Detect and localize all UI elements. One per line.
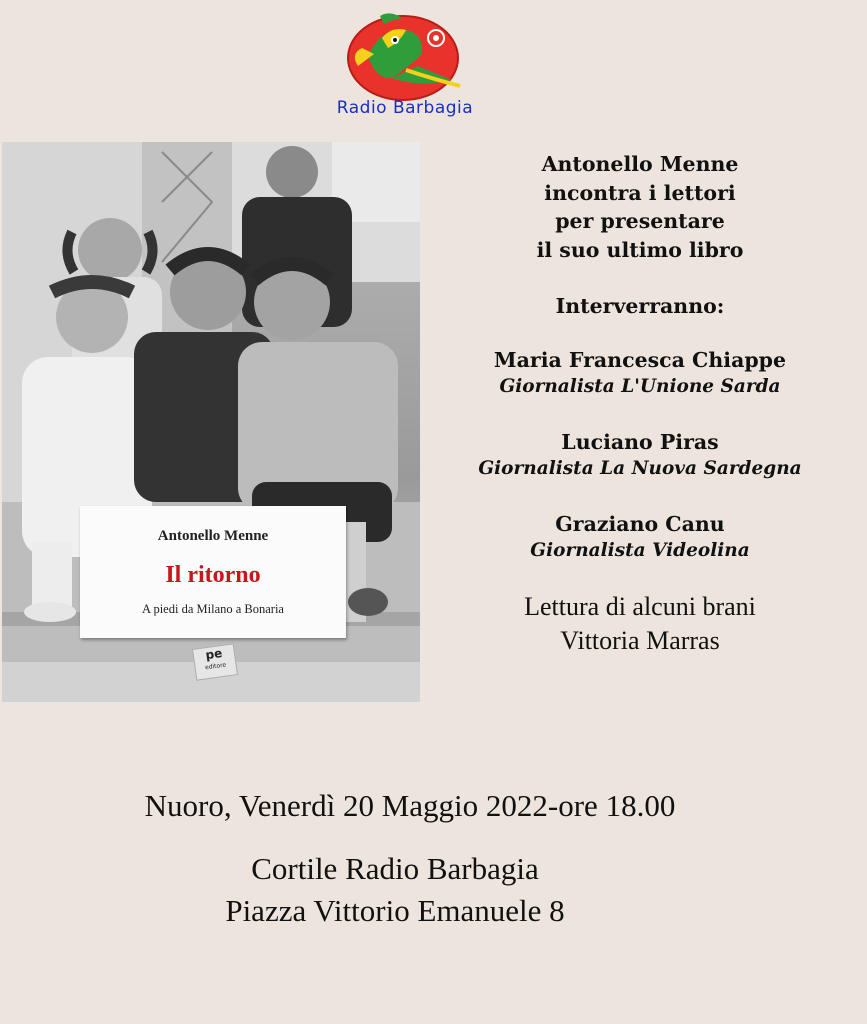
- event-details: [430, 150, 850, 658]
- event-place: [140, 848, 650, 932]
- speaker-name: Graziano Canu: [555, 512, 725, 536]
- speaker-role: Giornalista Videolina: [530, 540, 750, 561]
- book-label: [80, 506, 346, 638]
- book-subtitle: A piedi da Milano a Bonaria: [142, 602, 284, 616]
- speaker-role: Giornalista La Nuova Sardegna: [478, 458, 802, 479]
- speaker-name: Luciano Piras: [561, 430, 719, 454]
- intro-text: [430, 150, 850, 264]
- intro-line: il suo ultimo libro: [536, 237, 744, 262]
- intro-line: per presentare: [555, 209, 725, 233]
- speaker: [430, 510, 850, 564]
- reader-name: Vittoria Marras: [560, 626, 720, 655]
- logo-name: Radio Barbagia: [336, 98, 474, 118]
- parrot-logo-icon: [340, 8, 470, 104]
- intro-line: Antonello Menne: [541, 152, 739, 176]
- reading-line: Lettura di alcuni brani: [524, 592, 756, 621]
- event-date: Nuoro, Venerdì 20 Maggio 2022-ore 18.00: [144, 788, 676, 823]
- speaker: [430, 428, 850, 482]
- place-line: Cortile Radio Barbagia: [251, 851, 539, 886]
- publisher-mark: pe: [204, 645, 224, 663]
- book-title: Il ritorno: [165, 562, 261, 588]
- speaker-name: Maria Francesca Chiappe: [493, 348, 787, 372]
- publisher-small: editore: [204, 661, 227, 672]
- intro-line: incontra i lettori: [544, 180, 736, 205]
- speaker: [430, 346, 850, 400]
- reading-info: [430, 590, 850, 658]
- publisher-logo: [192, 643, 238, 681]
- speakers-heading: Interverranno:: [555, 294, 725, 318]
- place-address: Piazza Vittorio Emanuele 8: [225, 893, 565, 928]
- speaker-role: Giornalista L'Unione Sarda: [499, 376, 781, 397]
- book-author: Antonello Menne: [157, 528, 269, 544]
